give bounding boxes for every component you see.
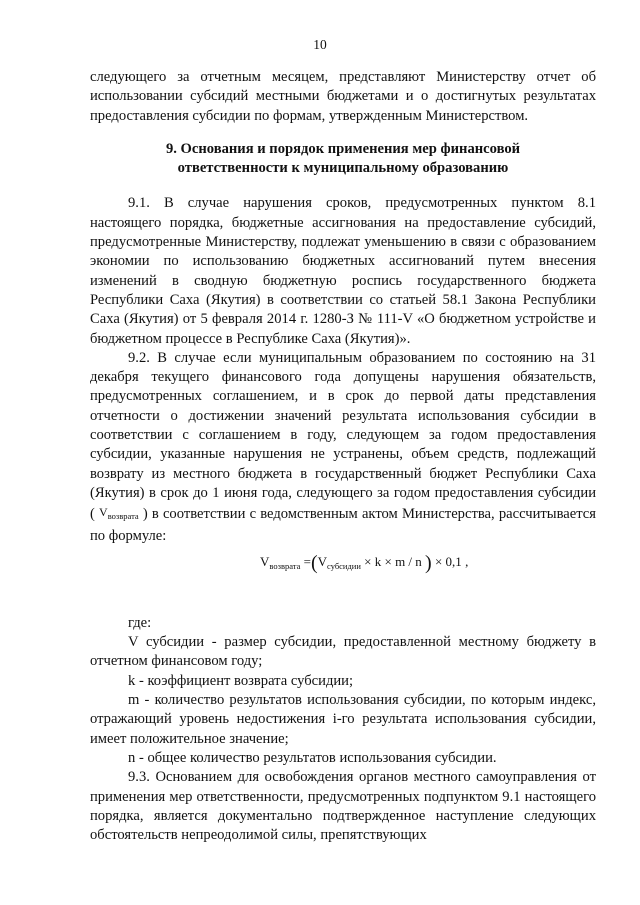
clause-9-1: 9.1. В случае нарушения сроков, предусмотренных пунктом 8.1 настоящего порядка, бюджетные ассигнования на предоставление субсидий, предусмотренные Министерству, подлежат уменьшению в связи с образованием экономии по использованию бюджетных ассигнований путем внесения изменений в сводную бюджетную роспись государственного бюджета Республики Саха (Якутия) в соответствии со статьей 58.1 Закона Республики Саха (Якутия) от 5 февраля 2014 г. 1280-З № 111-V «О бюджетном устройстве и бюджетном процессе в Республике Саха (Якутия)». xyxy=(90,195,596,347)
clause-9-2 xyxy=(90,349,596,546)
definitions-where: где: xyxy=(128,614,152,631)
formula-inner-base: V xyxy=(317,553,328,569)
definition-k: k - коэффициент возврата субсидии; xyxy=(128,672,354,689)
paragraph-continuation: следующего за отчетным месяцем, представляют Министерству отчет об использовании субсидий местными бюджетами и о достигнутых результатах предоставления субсидии по формам, утвержденным Министерством. xyxy=(90,69,596,124)
formula-lhs-base: V xyxy=(260,553,270,569)
return-formula xyxy=(260,552,468,576)
inline-v-return-symbol xyxy=(99,503,139,526)
page-number: 10 xyxy=(313,37,327,52)
section-heading-line-1: 9. Основания и порядок применения мер финансовой xyxy=(165,140,521,157)
clause-9-2-text-b: ) в соответствии с ведомственным актом Министерства, рассчитывается по формуле: xyxy=(90,506,596,544)
section-heading-line-2: ответственности к муниципальному образованию xyxy=(177,160,509,177)
definition-m: m - количество результатов использования субсидии, по которым индекс, отражающий уровень недостижения i-го результата использования субсидии, имеет положительное значение; xyxy=(90,692,596,747)
clause-9-3: 9.3. Основанием для освобождения органов местного самоуправления от применения мер ответственности, предусмотренных подпунктом 9.1 настоящего порядка, является документально подтвержденное наступление следующих обстоятельств непреодолимой силы, препятствующих xyxy=(90,769,596,844)
formula-close-paren: ) xyxy=(425,551,432,574)
formula-equals: = xyxy=(303,553,311,569)
formula-block xyxy=(90,546,596,604)
inline-v-base: V xyxy=(99,505,108,520)
formula-lhs-sub: возврата xyxy=(269,560,301,571)
formula-open-paren: ( xyxy=(310,551,318,574)
clause-9-2-text-a: 9.2. В случае если муниципальным образованием по состоянию на 31 декабря текущего финансового года допущены нарушения обязательств, предусмотренных соглашением, и в срок до первой даты представления отчетности о достижении значений результата использования субсидии в соответствии с соглашением в году, следующем за годом предоставления субсидии, указанные нарушения не устранены, объем средств, подлежащий возврату из местного бюджета в государственный бюджет Республики Саха (Якутия) в срок до 1 июня года, следующего за годом предоставления субсидии ( xyxy=(90,349,596,523)
definition-v-subsidy: V субсидии - размер субсидии, предоставленной местному бюджету в отчетном финансовом году; xyxy=(90,634,596,670)
formula-trailing-comma: , xyxy=(465,553,469,569)
definition-n: n - общее количество результатов использования субсидии. xyxy=(128,749,497,766)
formula-inner-sub: субсидии xyxy=(327,560,361,571)
formula-coefficient: × 0,1 xyxy=(431,553,462,569)
section-heading xyxy=(90,140,596,179)
document-body xyxy=(90,68,596,845)
formula-multipliers: × k × m / n xyxy=(360,553,426,569)
inline-v-sub: возврата xyxy=(107,511,139,522)
